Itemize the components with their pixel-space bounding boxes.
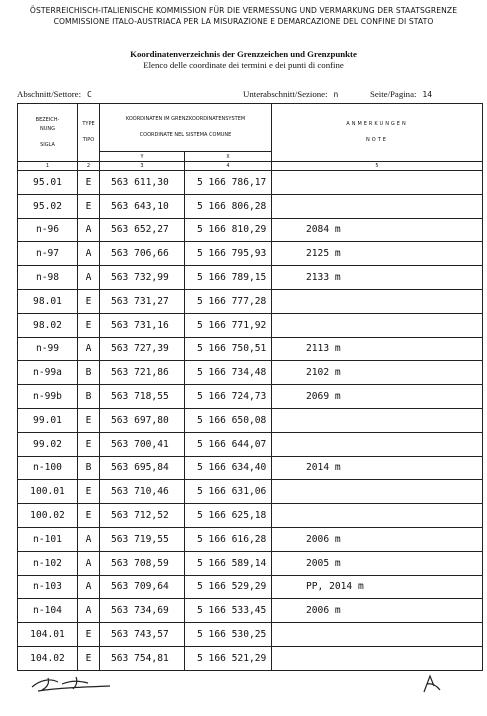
notes-cell: 2102 m [272, 361, 483, 385]
y-coordinate-cell: 563 706,66 [100, 242, 185, 266]
title-italian: Elenco delle coordinate dei termini e dei punti di confine [143, 60, 344, 70]
y-coordinate-cell: 563 709,64 [100, 575, 185, 599]
designation-cell: 99.02 [18, 432, 78, 456]
y-coordinate-cell: 563 727,39 [100, 337, 185, 361]
x-coordinate-cell: 5 166 777,28 [185, 289, 272, 313]
document-title [0, 49, 487, 71]
x-coordinate-cell: 5 166 771,92 [185, 313, 272, 337]
table-row [18, 504, 483, 528]
title-german: Koordinatenverzeichnis der Grenzzeichen und Grenzpunkte [130, 49, 357, 59]
notes-cell [272, 432, 483, 456]
notes-cell: 2006 m [272, 527, 483, 551]
notes-cell [272, 480, 483, 504]
y-coordinate-cell: 563 700,41 [100, 432, 185, 456]
x-coordinate-cell: 5 166 589,14 [185, 551, 272, 575]
commission-header [0, 5, 487, 27]
header-y: Y [100, 152, 185, 162]
header-notes: ANMERKUNGEN NOTE [272, 104, 483, 162]
table-row [18, 385, 483, 409]
notes-cell: 2084 m [272, 218, 483, 242]
notes-cell: 2125 m [272, 242, 483, 266]
y-coordinate-cell: 563 710,46 [100, 480, 185, 504]
x-coordinate-cell: 5 166 631,06 [185, 480, 272, 504]
notes-cell [272, 408, 483, 432]
y-coordinate-cell: 563 731,27 [100, 289, 185, 313]
page-value: 14 [422, 90, 433, 99]
table-row [18, 646, 483, 670]
section-value: C [87, 90, 92, 99]
header-x: X [185, 152, 272, 162]
designation-cell: n-97 [18, 242, 78, 266]
type-cell: B [78, 385, 100, 409]
type-cell: A [78, 242, 100, 266]
header-line-german: ÖSTERREICHISCH-ITALIENISCHE KOMMISSION FÜR DIE VERMESSUNG UND VERMARKUNG DER STAATSGRENZE [29, 6, 458, 15]
designation-cell: 104.02 [18, 646, 78, 670]
y-coordinate-cell: 563 743,57 [100, 623, 185, 647]
y-coordinate-cell: 563 732,99 [100, 266, 185, 290]
y-coordinate-cell: 563 719,55 [100, 527, 185, 551]
x-coordinate-cell: 5 166 533,45 [185, 599, 272, 623]
type-cell: E [78, 480, 100, 504]
y-coordinate-cell: 563 721,86 [100, 361, 185, 385]
designation-cell: n-100 [18, 456, 78, 480]
type-cell: E [78, 194, 100, 218]
notes-cell: 2069 m [272, 385, 483, 409]
table-row [18, 527, 483, 551]
subsection-field [243, 89, 338, 99]
notes-cell [272, 623, 483, 647]
y-coordinate-cell: 563 611,30 [100, 171, 185, 195]
designation-cell: 95.01 [18, 171, 78, 195]
notes-cell [272, 171, 483, 195]
notes-cell [272, 289, 483, 313]
table-row [18, 408, 483, 432]
notes-cell [272, 313, 483, 337]
x-coordinate-cell: 5 166 795,93 [185, 242, 272, 266]
table-row [18, 551, 483, 575]
table-row [18, 337, 483, 361]
y-coordinate-cell: 563 695,84 [100, 456, 185, 480]
y-coordinate-cell: 563 718,55 [100, 385, 185, 409]
table-row [18, 266, 483, 290]
section-field [17, 89, 92, 99]
x-coordinate-cell: 5 166 625,18 [185, 504, 272, 528]
designation-cell: 98.01 [18, 289, 78, 313]
y-coordinate-cell: 563 708,59 [100, 551, 185, 575]
table-row [18, 289, 483, 313]
type-cell: E [78, 646, 100, 670]
table-row [18, 623, 483, 647]
designation-cell: n-96 [18, 218, 78, 242]
type-cell: E [78, 623, 100, 647]
notes-cell [272, 194, 483, 218]
x-coordinate-cell: 5 166 650,08 [185, 408, 272, 432]
notes-cell: 2014 m [272, 456, 483, 480]
x-coordinate-cell: 5 166 789,15 [185, 266, 272, 290]
x-coordinate-cell: 5 166 616,28 [185, 527, 272, 551]
y-coordinate-cell: 563 712,52 [100, 504, 185, 528]
table-row [18, 599, 483, 623]
type-cell: E [78, 313, 100, 337]
type-cell: E [78, 432, 100, 456]
designation-cell: n-98 [18, 266, 78, 290]
type-cell: E [78, 171, 100, 195]
type-cell: A [78, 527, 100, 551]
table-row [18, 480, 483, 504]
y-coordinate-cell: 563 697,80 [100, 408, 185, 432]
type-cell: A [78, 337, 100, 361]
designation-cell: 104.01 [18, 623, 78, 647]
x-coordinate-cell: 5 166 529,29 [185, 575, 272, 599]
designation-cell: 100.01 [18, 480, 78, 504]
table-row [18, 432, 483, 456]
type-cell: A [78, 599, 100, 623]
x-coordinate-cell: 5 166 786,17 [185, 171, 272, 195]
designation-cell: 99.01 [18, 408, 78, 432]
y-coordinate-cell: 563 734,69 [100, 599, 185, 623]
y-coordinate-cell: 563 754,81 [100, 646, 185, 670]
designation-cell: n-103 [18, 575, 78, 599]
table-row [18, 456, 483, 480]
header-line-italian: COMMISSIONE ITALO-AUSTRIACA PER LA MISURAZIONE E DEMARCAZIONE DEL CONFINE DI STATO [53, 17, 434, 26]
table-row [18, 313, 483, 337]
notes-cell: 2133 m [272, 266, 483, 290]
x-coordinate-cell: 5 166 634,40 [185, 456, 272, 480]
section-label: Abschnitt/Settore: [17, 89, 82, 99]
header-coordinates: KOORDINATEN IM GRENZKOORDINATENSYSTEM COORDINATE NEL SISTEMA COMUNE [100, 104, 272, 152]
coordinate-table [17, 103, 483, 671]
notes-cell [272, 646, 483, 670]
designation-cell: 98.02 [18, 313, 78, 337]
header-type: TYPE TIPO [78, 104, 100, 162]
designation-cell: 95.02 [18, 194, 78, 218]
designation-cell: n-99 [18, 337, 78, 361]
column-number-row: 1 2 3 4 5 [18, 162, 483, 171]
x-coordinate-cell: 5 166 644,07 [185, 432, 272, 456]
table-row [18, 171, 483, 195]
y-coordinate-cell: 563 643,10 [100, 194, 185, 218]
signature-left [28, 672, 118, 694]
signature-right [418, 672, 448, 696]
table-row [18, 194, 483, 218]
x-coordinate-cell: 5 166 530,25 [185, 623, 272, 647]
notes-cell: 2006 m [272, 599, 483, 623]
type-cell: A [78, 218, 100, 242]
type-cell: A [78, 551, 100, 575]
notes-cell: 2005 m [272, 551, 483, 575]
type-cell: B [78, 456, 100, 480]
designation-cell: n-104 [18, 599, 78, 623]
x-coordinate-cell: 5 166 521,29 [185, 646, 272, 670]
type-cell: A [78, 266, 100, 290]
table-row [18, 575, 483, 599]
x-coordinate-cell: 5 166 734,48 [185, 361, 272, 385]
designation-cell: 100.02 [18, 504, 78, 528]
subsection-label: Unterabschnitt/Sezione: [243, 89, 328, 99]
table-row [18, 361, 483, 385]
header-designation: BEZEICH-NUNG SIGLA [18, 104, 78, 162]
x-coordinate-cell: 5 166 806,28 [185, 194, 272, 218]
y-coordinate-cell: 563 731,16 [100, 313, 185, 337]
notes-cell: PP, 2014 m [272, 575, 483, 599]
x-coordinate-cell: 5 166 750,51 [185, 337, 272, 361]
subsection-value: n [333, 90, 339, 99]
designation-cell: n-102 [18, 551, 78, 575]
table-row [18, 218, 483, 242]
table-row [18, 242, 483, 266]
type-cell: E [78, 504, 100, 528]
notes-cell: 2113 m [272, 337, 483, 361]
type-cell: A [78, 575, 100, 599]
y-coordinate-cell: 563 652,27 [100, 218, 185, 242]
designation-cell: n-99b [18, 385, 78, 409]
page-label: Seite/Pagina: [370, 89, 417, 99]
x-coordinate-cell: 5 166 724,73 [185, 385, 272, 409]
type-cell: B [78, 361, 100, 385]
notes-cell [272, 504, 483, 528]
designation-cell: n-101 [18, 527, 78, 551]
page-field [370, 89, 432, 99]
designation-cell: n-99a [18, 361, 78, 385]
type-cell: E [78, 408, 100, 432]
type-cell: E [78, 289, 100, 313]
x-coordinate-cell: 5 166 810,29 [185, 218, 272, 242]
